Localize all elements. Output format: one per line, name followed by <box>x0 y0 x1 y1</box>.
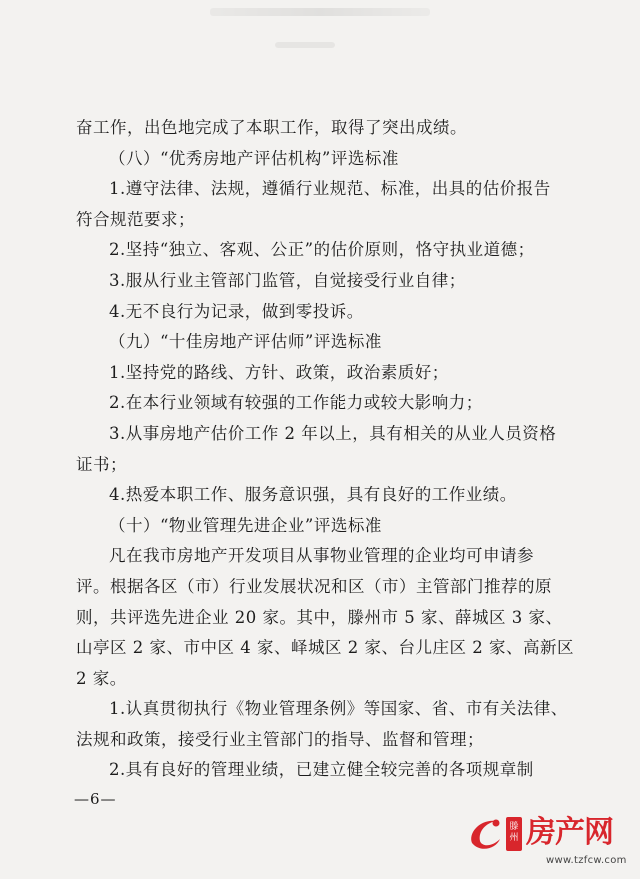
text-line: 3.从事房地产估价工作 2 年以上，具有相关的从业人员资格 <box>109 423 557 443</box>
watermark-url: www.tzfcw.com <box>546 855 627 866</box>
text-line: 1.坚持党的路线、方针、政策，政治素质好； <box>109 362 449 382</box>
text-line: 奋工作，出色地完成了本职工作，取得了突出成绩。 <box>76 118 467 137</box>
text-line: 2.在本行业领域有较强的工作能力或较大影响力； <box>109 393 483 413</box>
text-line: 山亭区 2 家、市中区 4 家、峄城区 2 家、台儿庄区 2 家、高新区 <box>76 638 574 658</box>
faint-header-bleed <box>210 8 430 16</box>
text-line: 2.坚持“独立、客观、公正”的估价原则，恪守执业道德； <box>109 240 535 260</box>
text-line: （十）“物业管理先进企业”评选标准 <box>109 515 382 535</box>
text-line: （八）“优秀房地产评估机构”评选标准 <box>109 148 399 168</box>
text-line: 法规和政策，接受行业主管部门的指导、监督和管理； <box>76 729 484 749</box>
text-line: 凡在我市房地产开发项目从事物业管理的企业均可申请参 <box>109 546 534 566</box>
text-line: 评。根据各区（市）行业发展状况和区（市）主管部门推荐的原 <box>76 576 552 596</box>
text-line: 1.遵守法律、法规，遵循行业规范、标准，出具的估价报告 <box>109 179 551 199</box>
text-line: 符合规范要求； <box>76 209 195 229</box>
text-line: 证书； <box>76 454 127 474</box>
text-line: 1.认真贯彻执行《物业管理条例》等国家、省、市有关法律、 <box>109 699 568 719</box>
text-line: （九）“十佳房地产评估师”评选标准 <box>109 332 382 352</box>
page-number: —6— <box>74 790 117 808</box>
text-line: 3.服从行业主管部门监管，自觉接受行业自律； <box>109 270 466 290</box>
text-line: 2.具有良好的管理业绩，已建立健全较完善的各项规章制 <box>109 760 534 780</box>
text-line: 4.热爱本职工作、服务意识强，具有良好的工作业绩。 <box>109 485 517 505</box>
text-line: 4.无不良行为记录，做到零投诉。 <box>109 301 364 321</box>
logo-swirl-icon <box>466 813 506 853</box>
document-body <box>76 113 574 786</box>
watermark-badge: 滕州 <box>506 817 522 851</box>
faint-header-bleed-2 <box>275 42 335 48</box>
text-line: 则，共评选先进企业 20 家。其中，滕州市 5 家、薛城区 3 家、 <box>76 607 563 627</box>
text-line: 2 家。 <box>76 668 127 688</box>
watermark-site-name: 房产网 <box>526 815 613 850</box>
site-watermark <box>436 811 626 873</box>
